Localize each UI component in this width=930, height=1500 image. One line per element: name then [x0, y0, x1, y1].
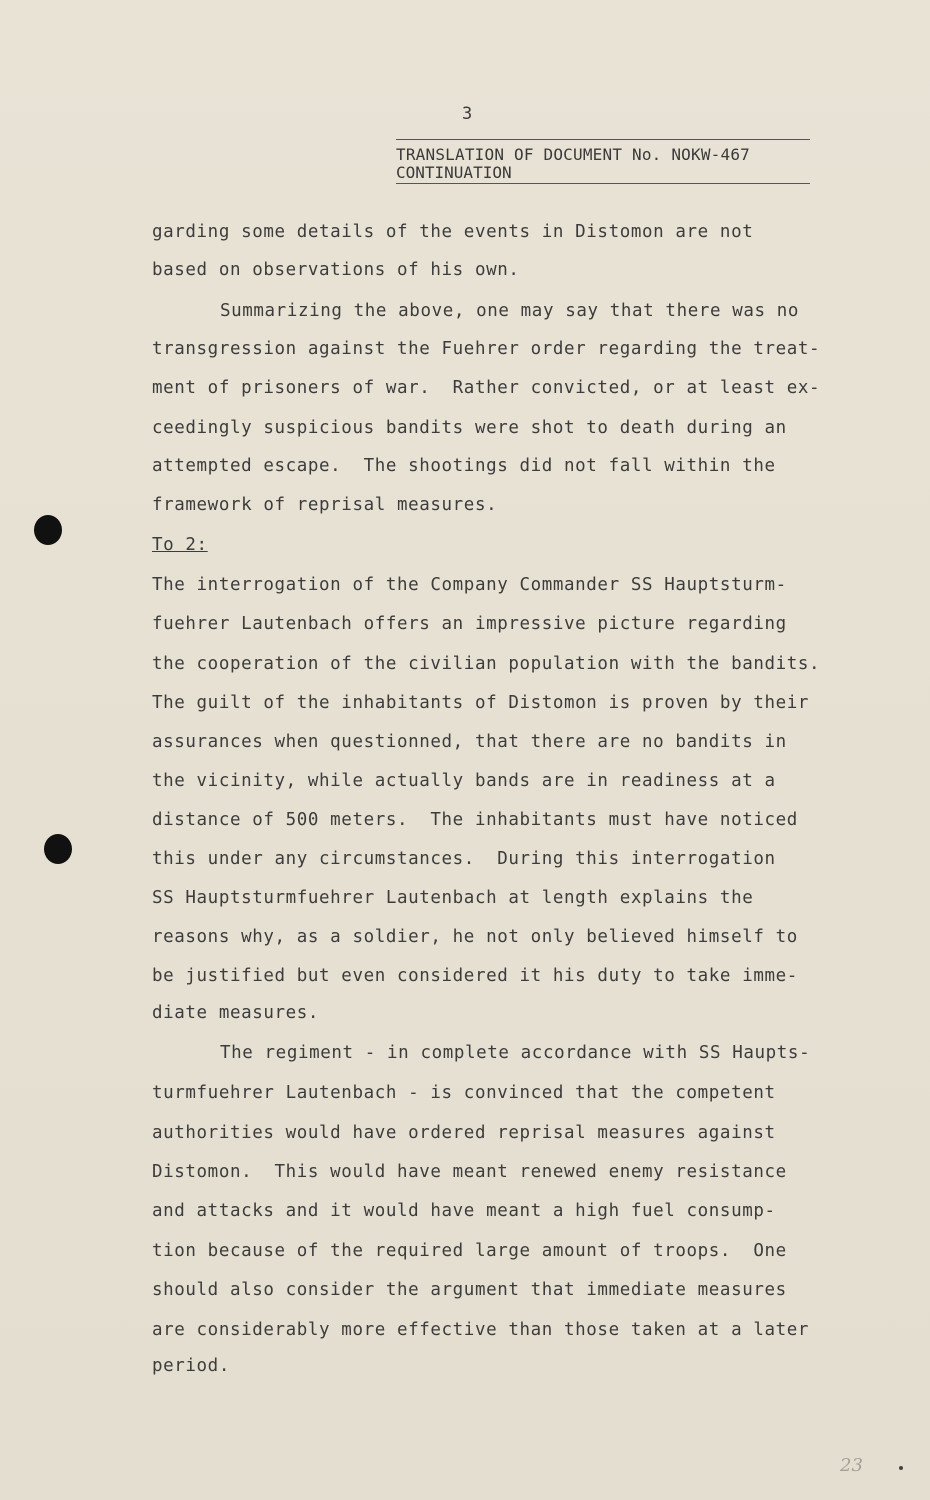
body-line: The interrogation of the Company Commander SS Hauptsturm- [152, 575, 787, 595]
body-line: garding some details of the events in Distomon are not [152, 222, 754, 242]
body-line: are considerably more effective than those taken at a later [152, 1320, 810, 1340]
body-line: this under any circumstances. During this interrogation [152, 849, 776, 869]
body-line: reasons why, as a soldier, he not only believed himself to [152, 927, 798, 947]
body-line: tion because of the required large amount of troops. One [152, 1241, 787, 1261]
body-line: based on observations of his own. [152, 260, 520, 280]
body-line: distance of 500 meters. The inhabitants must have noticed [152, 810, 798, 830]
header-rule-top [396, 139, 810, 140]
body-line: The regiment - in complete accordance with SS Haupts- [220, 1043, 811, 1063]
body-line: framework of reprisal measures. [152, 495, 498, 515]
header-rule-bottom [396, 183, 810, 184]
body-line: authorities would have ordered reprisal measures against [152, 1123, 776, 1143]
ink-dot [899, 1466, 903, 1470]
body-line: assurances when questionned, that there are no bandits in [152, 732, 787, 752]
body-line: should also consider the argument that immediate measures [152, 1280, 787, 1300]
body-line: period. [152, 1356, 230, 1376]
section-heading: To 2: [152, 535, 208, 555]
body-line: Summarizing the above, one may say that there was no [220, 301, 800, 321]
body-line: ment of prisoners of war. Rather convicted, or at least ex- [152, 378, 821, 398]
page-number: 3 [462, 104, 473, 124]
body-line: ceedingly suspicious bandits were shot to death during an [152, 418, 787, 438]
body-line: attempted escape. The shootings did not fall within the [152, 456, 776, 476]
body-line: fuehrer Lautenbach offers an impressive picture regarding [152, 614, 787, 634]
punch-hole-upper [34, 515, 62, 545]
body-line: turmfuehrer Lautenbach - is convinced that the competent [152, 1083, 776, 1103]
body-line: diate measures. [152, 1003, 320, 1023]
document-title: TRANSLATION OF DOCUMENT No. NOKW-467 [396, 145, 750, 164]
folio-mark: 23 [840, 1455, 863, 1476]
body-line: Distomon. This would have meant renewed enemy resistance [152, 1162, 787, 1182]
body-line: and attacks and it would have meant a high fuel consump- [152, 1201, 776, 1221]
document-subtitle: CONTINUATION [396, 163, 512, 182]
body-line: the cooperation of the civilian population with the bandits. [152, 654, 821, 674]
body-line: transgression against the Fuehrer order regarding the treat- [152, 339, 821, 359]
body-line: SS Hauptsturmfuehrer Lautenbach at length explains the [152, 888, 754, 908]
body-line: be justified but even considered it his duty to take imme- [152, 966, 798, 986]
punch-hole-lower [44, 834, 72, 864]
body-line: The guilt of the inhabitants of Distomon is proven by their [152, 693, 810, 713]
body-line: the vicinity, while actually bands are in readiness at a [152, 771, 776, 791]
